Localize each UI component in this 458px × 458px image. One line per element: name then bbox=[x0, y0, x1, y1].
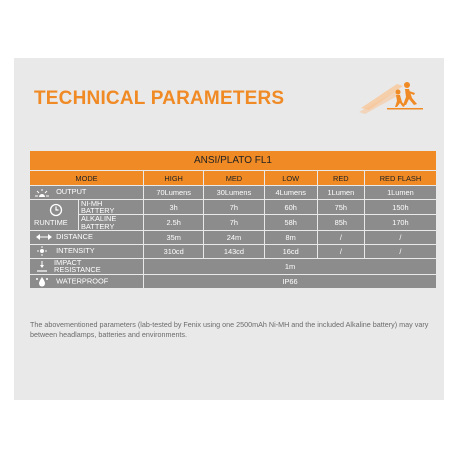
output-red: 1Lumen bbox=[317, 186, 364, 200]
intensity-red-flash: / bbox=[364, 244, 436, 258]
waterproof-value: IP66 bbox=[144, 274, 437, 288]
row-output bbox=[30, 186, 437, 200]
intensity-label: INTENSITY bbox=[56, 246, 95, 256]
impact-label-line1: IMPACT bbox=[54, 257, 82, 267]
output-high: 70Lumens bbox=[144, 186, 204, 200]
intensity-icon bbox=[34, 246, 54, 256]
row-intensity bbox=[30, 244, 437, 258]
disclaimer-note: The abovementioned parameters (lab-tested by Fenix using one 2500mAh Ni-MH and the included Alkaline battery) may vary between headlamps, batteries and environments. bbox=[30, 320, 429, 339]
header-low: LOW bbox=[264, 171, 317, 186]
distance-icon bbox=[34, 232, 54, 242]
header-red-flash: RED FLASH bbox=[364, 171, 436, 186]
alkaline-med: 7h bbox=[204, 215, 264, 230]
distance-label: DISTANCE bbox=[56, 232, 93, 242]
runtime-label: RUNTIME bbox=[34, 217, 68, 227]
nimh-red: 75h bbox=[317, 200, 364, 215]
standard-header: ANSI/PLATO FL1 bbox=[30, 151, 437, 171]
header-high: HIGH bbox=[144, 171, 204, 186]
mode-header-row bbox=[30, 171, 437, 186]
impact-label-line2: RESISTANCE bbox=[54, 265, 101, 275]
intensity-red: / bbox=[317, 244, 364, 258]
header-red: RED bbox=[317, 171, 364, 186]
header-med: MED bbox=[204, 171, 264, 186]
brightness-icon bbox=[34, 188, 54, 198]
header-mode: MODE bbox=[30, 171, 144, 186]
nimh-high: 3h bbox=[144, 200, 204, 215]
row-impact bbox=[30, 258, 437, 274]
page-title: TECHNICAL PARAMETERS bbox=[34, 88, 285, 109]
output-label: OUTPUT bbox=[56, 187, 87, 197]
alkaline-red-flash: 170h bbox=[364, 215, 436, 230]
waterproof-label: WATERPROOF bbox=[56, 276, 109, 286]
nimh-label-line2: BATTERY bbox=[81, 206, 115, 216]
row-distance bbox=[30, 230, 437, 244]
impact-value: 1m bbox=[144, 258, 437, 274]
impact-icon bbox=[34, 260, 54, 272]
intensity-low: 16cd bbox=[264, 244, 317, 258]
alkaline-low: 58h bbox=[264, 215, 317, 230]
running-figures-logo bbox=[357, 78, 427, 114]
output-low: 4Lumens bbox=[264, 186, 317, 200]
clock-icon bbox=[49, 203, 63, 217]
waterproof-icon bbox=[34, 276, 54, 287]
row-waterproof bbox=[30, 274, 437, 288]
nimh-label-line1: NI-MH bbox=[81, 199, 103, 208]
distance-med: 24m bbox=[204, 230, 264, 244]
row-runtime-nimh bbox=[30, 200, 437, 215]
distance-high: 35m bbox=[144, 230, 204, 244]
intensity-med: 143cd bbox=[204, 244, 264, 258]
nimh-med: 7h bbox=[204, 200, 264, 215]
output-med: 30Lumens bbox=[204, 186, 264, 200]
alkaline-high: 2.5h bbox=[144, 215, 204, 230]
distance-low: 8m bbox=[264, 230, 317, 244]
alkaline-red: 85h bbox=[317, 215, 364, 230]
output-red-flash: 1Lumen bbox=[364, 186, 436, 200]
alkaline-label-line2: BATTERY bbox=[81, 221, 115, 231]
nimh-low: 60h bbox=[264, 200, 317, 215]
alkaline-label-line1: ALKALINE bbox=[81, 214, 117, 224]
row-runtime-alkaline bbox=[30, 215, 437, 230]
distance-red-flash: / bbox=[364, 230, 436, 244]
intensity-high: 310cd bbox=[144, 244, 204, 258]
nimh-red-flash: 150h bbox=[364, 200, 436, 215]
distance-red: / bbox=[317, 230, 364, 244]
parameters-table bbox=[29, 150, 437, 289]
